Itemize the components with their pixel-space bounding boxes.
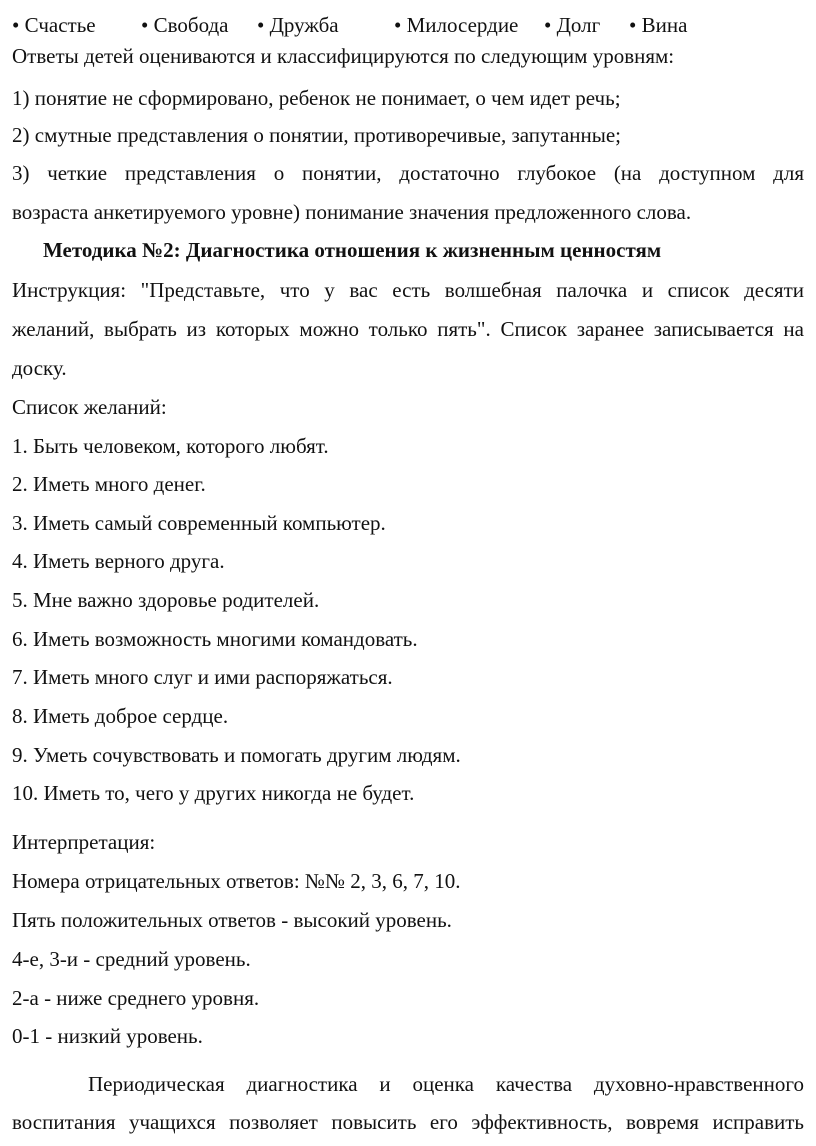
bullet-item: • Долг bbox=[544, 13, 601, 37]
level-3-line-2: возраста анкетируемого уровне) понимание значения предложенного слова. bbox=[12, 200, 692, 224]
interpretation-item: Номера отрицательных ответов: №№ 2, 3, 6, 7, 10. bbox=[12, 869, 461, 893]
wish-item: 3. Иметь самый современный компьютер. bbox=[12, 511, 386, 535]
closing-paragraph-line-1: Периодическая диагностика и оценка качества духовно-нравственного bbox=[88, 1072, 804, 1096]
wish-item: 5. Мне важно здоровье родителей. bbox=[12, 588, 320, 612]
interpretation-item: 4-е, 3-и - средний уровень. bbox=[12, 947, 251, 971]
bullet-item: • Счастье bbox=[12, 13, 96, 37]
wish-item: 7. Иметь много слуг и ими распоряжаться. bbox=[12, 665, 393, 689]
wishlist-title: Список желаний: bbox=[12, 395, 167, 419]
wish-item: 1. Быть человеком, которого любят. bbox=[12, 434, 329, 458]
level-1: 1) понятие не сформировано, ребенок не понимает, о чем идет речь; bbox=[12, 86, 621, 110]
wish-item: 8. Иметь доброе сердце. bbox=[12, 704, 229, 728]
interpretation-title: Интерпретация: bbox=[12, 830, 156, 854]
bullet-item: • Дружба bbox=[257, 13, 339, 37]
instruction-line-1: Инструкция: "Представьте, что у вас есть волшебная палочка и список десяти bbox=[12, 278, 804, 302]
level-2: 2) смутные представления о понятии, противоречивые, запутанные; bbox=[12, 123, 622, 147]
bullet-item: • Милосердие bbox=[394, 13, 519, 37]
wish-item: 4. Иметь верного друга. bbox=[12, 549, 225, 573]
bullet-item: • Свобода bbox=[141, 13, 229, 37]
values-bullet-list bbox=[12, 10, 804, 40]
wish-item: 6. Иметь возможность многими командовать. bbox=[12, 627, 418, 651]
wish-item: 9. Уметь сочувствовать и помогать другим людям. bbox=[12, 743, 461, 767]
level-3-line-1: 3) четкие представления о понятии, достаточно глубокое (на доступном для bbox=[12, 161, 804, 185]
closing-paragraph-line-2: воспитания учащихся позволяет повысить его эффективность, вовремя исправить bbox=[12, 1110, 804, 1134]
method-2-heading: Методика №2: Диагностика отношения к жизненным ценностям bbox=[43, 238, 662, 262]
wish-item: 10. Иметь то, чего у других никогда не будет. bbox=[12, 781, 415, 805]
levels-intro: Ответы детей оцениваются и классифицируются по следующим уровням: bbox=[12, 44, 675, 68]
wish-item: 2. Иметь много денег. bbox=[12, 472, 206, 496]
interpretation-item: 2-а - ниже среднего уровня. bbox=[12, 986, 260, 1010]
instruction-line-2: желаний, выбрать из которых можно только пять". Список заранее записывается на bbox=[12, 317, 804, 341]
interpretation-item: Пять положительных ответов - высокий уровень. bbox=[12, 908, 452, 932]
interpretation-item: 0-1 - низкий уровень. bbox=[12, 1024, 203, 1048]
bullet-item: • Вина bbox=[629, 13, 688, 37]
instruction-line-3: доску. bbox=[12, 356, 67, 380]
